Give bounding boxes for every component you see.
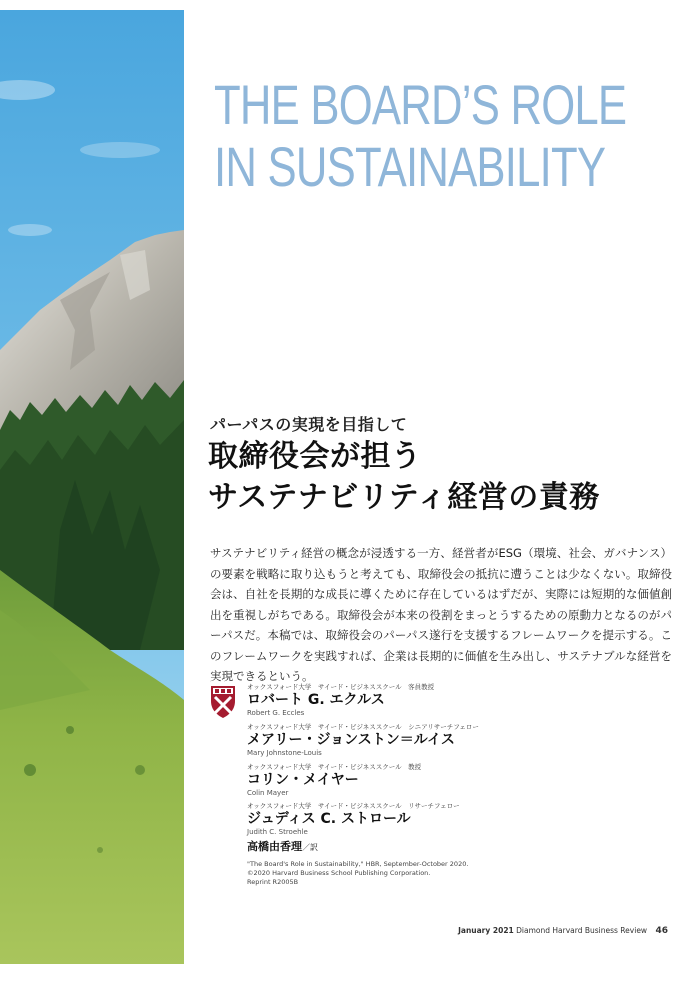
author-name-roman: Mary Johnstone-Louis — [247, 749, 322, 757]
author-name: メアリー・ジョンストン＝ルイス — [247, 732, 455, 748]
author-role: オックスフォード大学 サイード・ビジネススクール 客員教授 — [247, 683, 435, 691]
author-role: オックスフォード大学 サイード・ビジネススクール 教授 — [247, 763, 422, 771]
source-credit — [247, 860, 527, 887]
author-4 — [247, 802, 677, 837]
article-title-en-line2: IN SUSTAINABILITY — [214, 135, 606, 198]
author-name: ロバート G. エクルス — [247, 692, 385, 708]
lead-paragraph: サステナビリティ経営の概念が浸透する一方、経営者がESG（環境、社会、ガバナンス）の要素を戦略に取り込もうと考えても、取締役会の抵抗に遭うことは少なくない。取締役会は、自社を長期的な成長に導くために存在しているはずだが、実際には短期的な価値創出を重視しがちである。取締役会が本来の役割をまっとうするための原動力となるのがパーパスだ。本稿では、取締役会のパーパス遂行を支援するフレームワークを提示する。このフレームワークを実践すれば、企業は長期的に価値を生み出し、サステナブルな経営を実現できるという。 — [210, 546, 672, 683]
translator-suffix: ／訳 — [302, 843, 318, 852]
author-role: オックスフォード大学 サイード・ビジネススクール リサーチフェロー — [247, 802, 460, 810]
harvard-crest-icon — [210, 685, 236, 719]
source-line: "The Board's Role in Sustainability," HBR, September-October 2020. — [247, 860, 469, 868]
translator-name: 高橋由香理 — [247, 840, 302, 853]
author-name: ジュディス C. ストロール — [247, 811, 411, 827]
author-name-roman: Colin Mayer — [247, 789, 289, 797]
author-name: コリン・メイヤー — [247, 772, 359, 788]
author-name-roman: Judith C. Stroehle — [247, 828, 308, 836]
author-role: オックスフォード大学 サイード・ビジネススクール シニアリサーチフェロー — [247, 723, 479, 731]
author-2 — [247, 723, 677, 758]
article-title-en-line1: THE BOARD’S ROLE — [214, 73, 627, 136]
headline-line2: サステナビリティ経営の責務 — [208, 480, 600, 515]
page-number: 46 — [655, 926, 668, 936]
author-3 — [247, 763, 677, 798]
kicker: パーパスの実現を目指して — [210, 415, 408, 434]
footer-magazine: Diamond Harvard Business Review — [516, 926, 648, 935]
reprint-line: Reprint R2005B — [247, 878, 299, 886]
author-1 — [247, 683, 677, 718]
page-footer — [458, 926, 668, 936]
translator-credit — [247, 838, 318, 854]
cover-photo-mountain-forest — [0, 10, 184, 964]
copyright-line: ©2020 Harvard Business School Publishing Corporation. — [247, 869, 431, 877]
article-title-en — [214, 73, 627, 198]
author-name-roman: Robert G. Eccles — [247, 709, 305, 717]
footer-issue: January 2021 — [458, 926, 514, 935]
headline-line1: 取締役会が担う — [208, 439, 422, 474]
headline — [208, 436, 688, 518]
